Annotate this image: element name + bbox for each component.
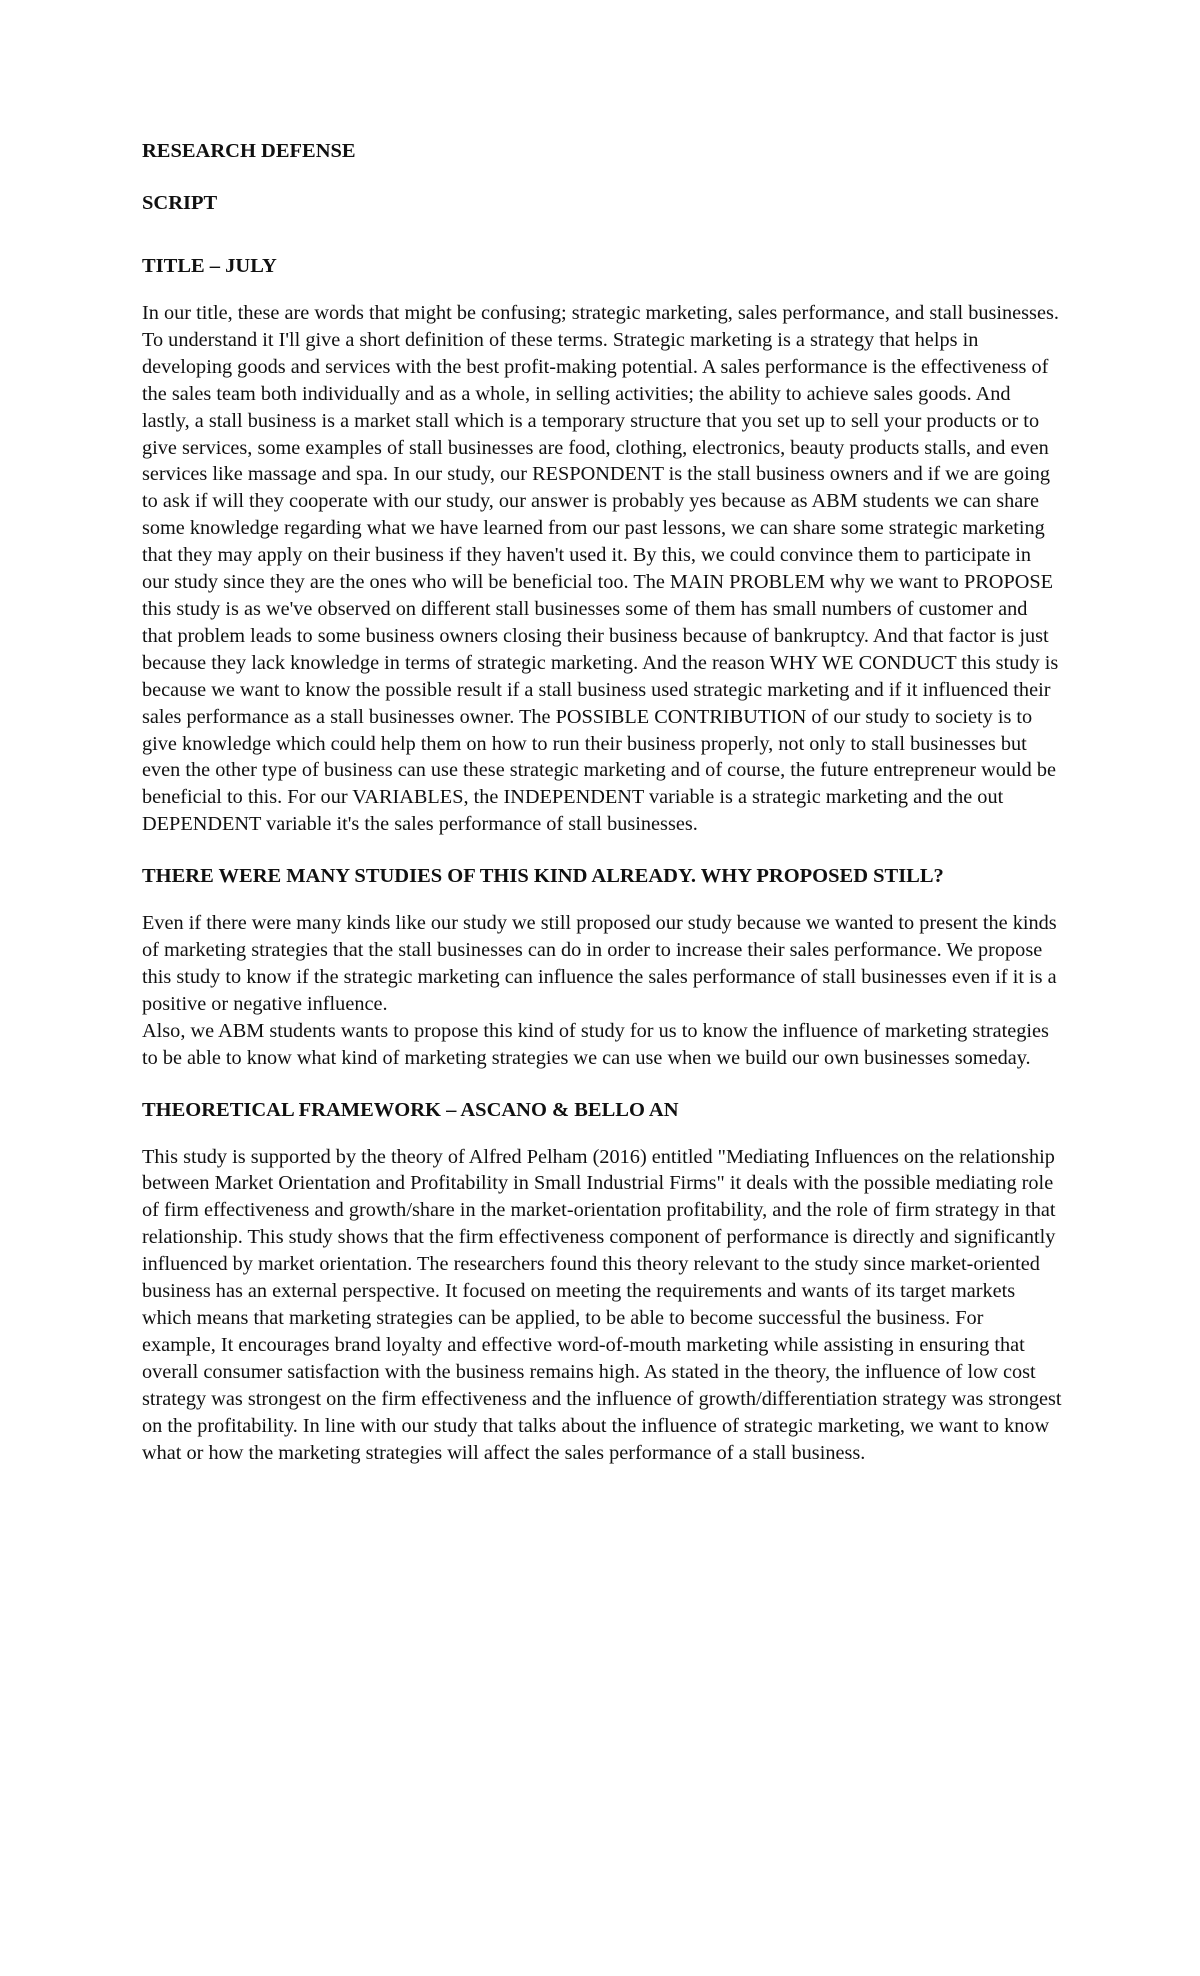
heading-script: SCRIPT [142,192,218,214]
heading-why-proposed: THERE WERE MANY STUDIES OF THIS KIND ALREADY. WHY PROPOSED STILL? [142,865,944,888]
paragraph-why-proposed-1: Even if there were many kinds like our study we still proposed our study because we wanted to present the kinds of marketing strategies that the stall businesses can do in order to increase their sales performance. We propose this study to know if the strategic marketing can influence the sales performance of stall businesses even if it is a positive or negative influence. [142,912,1057,1015]
paragraph-title-explanation: In our title, these are words that might be confusing; strategic marketing, sales performance, and stall businesses. To understand it I'll give a short definition of these terms. Strategic marketing is a strategy that helps in developing goods and services with the best profit-making potential. A sales performance is the effectiveness of the sales team both individually and as a whole, in selling activities; the ability to achieve sales goods. And lastly, a stall business is a market stall which is a temporary structure that you set up to sell your products or to give services, some examples of stall businesses are food, clothing, electronics, beauty products stalls, and even services like massage and spa. In our study, our RESPONDENT is the stall business owners and if we are going to ask if will they cooperate with our study, our answer is probably yes because as ABM students we can share some knowledge regarding what we have learned from our past lessons, we can share some strategic marketing that they may apply on their business if they haven't used it. By this, we could convince them to participate in our study since they are the ones who will be beneficial too. The MAIN PROBLEM why we want to PROPOSE this study is as we've observed on different stall businesses some of them has small numbers of customer and that problem leads to some business owners closing their business because of bankruptcy. And that factor is just because they lack knowledge in terms of strategic marketing. And the reason WHY WE CONDUCT this study is because we want to know the possible result if a stall business used strategic marketing and if it influenced their sales performance as a stall businesses owner. The POSSIBLE CONTRIBUTION of our study to society is to give knowledge which could help them on how to run their business properly, not only to stall businesses but even the other type of business can use these strategic marketing and of course, the future entrepreneur would be beneficial to this. For our VARIABLES, the INDEPENDENT variable is a strategic marketing and the out DEPENDENT variable it's the sales performance of stall businesses. [142,302,1059,836]
paragraph-why-proposed-2: Also, we ABM students wants to propose this kind of study for us to know the influence of marketing strategies to be able to know what kind of marketing strategies we can use when we build our own businesses someday. [142,1019,1049,1069]
heading-research-defense: RESEARCH DEFENSE [142,140,356,162]
paragraph-theoretical-framework: This study is supported by the theory of Alfred Pelham (2016) entitled "Mediating Influences on the relationship between Market Orientation and Profitability in Small Industrial Firms" it deals with the possible mediating role of firm effectiveness and growth/share in the market-orientation profitability, and the role of firm strategy in that relationship. This study shows that the firm effectiveness component of performance is directly and significantly influenced by market orientation. The researchers found this theory relevant to the study since market-oriented business has an external perspective. It focused on meeting the requirements and wants of its target markets which means that marketing strategies can be applied, to be able to become successful the business. For example, It encourages brand loyalty and effective word-of-mouth marketing while assisting in ensuring that overall consumer satisfaction with the business remains high. As stated in the theory, the influence of low cost strategy was strongest on the firm effectiveness and the influence of growth/differentiation strategy was strongest on the profitability. In line with our study that talks about the influence of strategic marketing, we want to know what or how the marketing strategies will affect the sales performance of a stall business. [142,1145,1062,1464]
heading-theoretical-framework: THEORETICAL FRAMEWORK – ASCANO & BELLO AN [142,1098,679,1121]
document-page [142,138,1062,1466]
heading-title-july: TITLE – JULY [142,255,277,277]
